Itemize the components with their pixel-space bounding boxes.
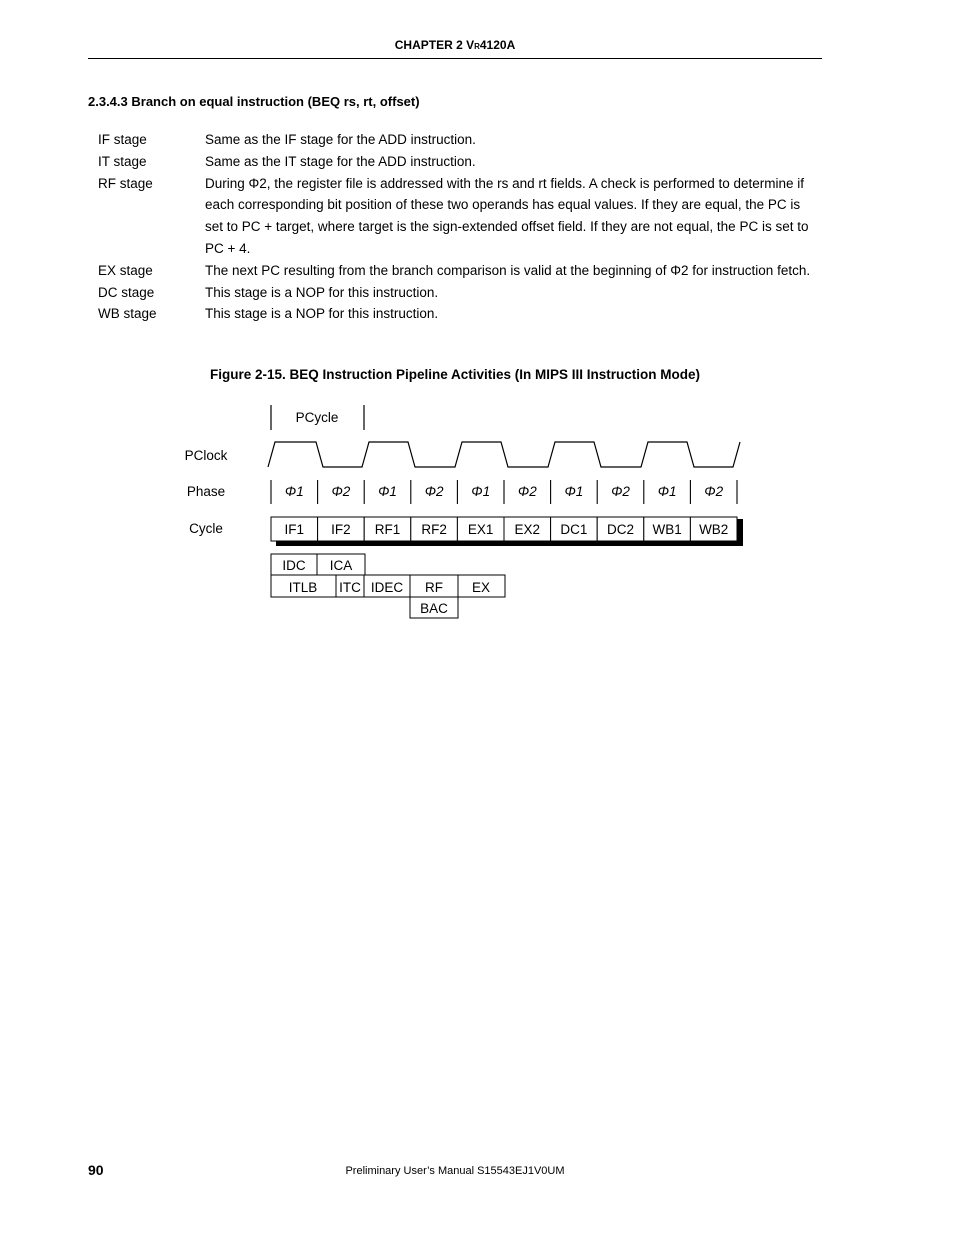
stage-desc: Same as the IF stage for the ADD instruction. [205,132,476,147]
ops-row-3 [410,597,458,618]
pclock-waveform [268,442,740,467]
stage-name: WB stage [98,306,157,322]
phase-label-item: Φ2 [704,484,724,499]
op-idec: IDEC [370,580,404,595]
cycle-label-item: WB2 [699,522,729,537]
cycle-label: Cycle [189,521,223,536]
cycle-label-item: RF2 [421,522,447,537]
phase-row [271,480,737,504]
chapter-model: 4120A [479,38,516,52]
cycle-row [271,517,737,541]
chapter-subscript: R [474,42,480,51]
phase-label-item: Φ1 [564,484,584,499]
phase-label-item: Φ1 [471,484,491,499]
stage-name: IT stage [98,153,147,169]
phase-label-item: Φ2 [424,484,444,499]
phase-label-item: Φ2 [331,484,351,499]
cycle-table-shadow-bottom [276,541,743,546]
phase-label-item: Φ2 [517,484,537,499]
op-idc: IDC [282,558,306,573]
stage-desc: The next PC resulting from the branch comparison is valid at the beginning of Φ2 for instruction fetch. [205,262,811,278]
page-number: 90 [88,1162,104,1178]
op-itlb: ITLB [288,580,318,595]
phase-label: Phase [186,484,226,499]
stage-name: EX stage [98,262,153,278]
cycle-label-item: IF2 [331,522,351,537]
footer-text: Preliminary User’s Manual S15543EJ1V0UM [345,1165,565,1177]
stage-name: IF stage [98,132,147,147]
stage-desc: Same as the IT stage for the ADD instruction. [205,153,476,169]
pclock-label: PClock [184,448,228,463]
ops-row-1 [271,554,365,575]
stage-name: DC stage [98,284,155,300]
cycle-label-item: DC1 [560,522,588,537]
cycle-label-item: WB1 [652,522,682,537]
stage-desc: During Φ2, the register file is addressed with the rs and rt fields. A check is performed to determine if each corresponding bit position of these two operands has equal values. If they are equal, the PC is set to PC + target, where target is the sign-extended offset field. If they are not equal, the PC is set to PC + 4. [205,175,809,256]
ops-row-2 [271,575,505,597]
phase-label-item: Φ1 [284,484,304,499]
op-rf: RF [425,580,443,595]
phase-label-item: Φ2 [611,484,630,499]
cycle-label-item: EX2 [514,522,541,537]
chapter-label: CHAPTER 2 V [394,38,475,52]
op-ica: ICA [329,558,353,573]
stage-name: RF stage [98,175,153,191]
op-itc: ITC [339,580,361,595]
section-title: 2.3.4.3 Branch on equal instruction (BEQ rs, rt, offset) [88,94,420,109]
cycle-label-item: RF1 [374,522,401,537]
stage-desc: This stage is a NOP for this instruction. [205,284,439,300]
op-bac: BAC [420,601,448,616]
cycle-label-item: DC2 [606,522,635,537]
stage-desc: This stage is a NOP for this instruction. [205,306,439,322]
op-ex: EX [471,580,491,595]
phase-label-item: Φ1 [378,484,397,499]
cycle-label-item: IF1 [284,522,305,537]
cycle-label-item: EX1 [467,522,494,537]
figure-caption: Figure 2-15. BEQ Instruction Pipeline Activities (In MIPS III Instruction Mode) [209,367,701,382]
phase-label-item: Φ1 [657,484,677,499]
pcycle-label: PCycle [295,410,339,425]
